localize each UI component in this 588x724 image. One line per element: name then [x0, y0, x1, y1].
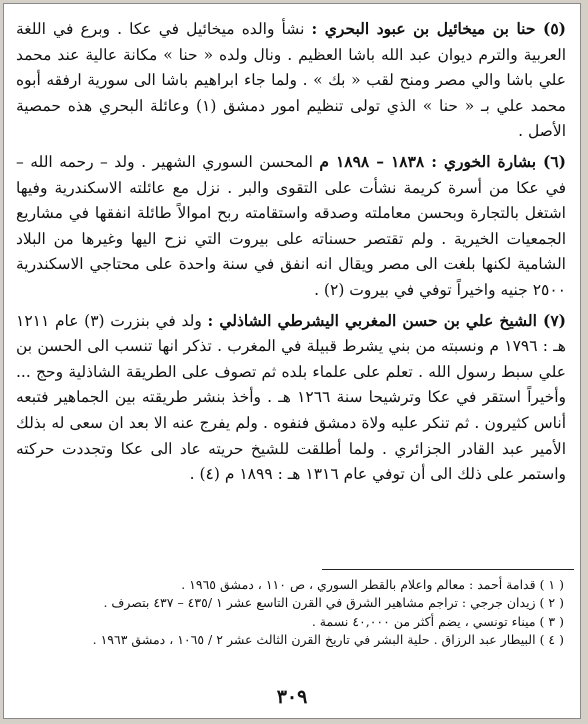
entry-body: نشأ والده ميخائيل في عكا . وبرع في اللغة العربية والترم ديوان عبد الله باشا العظيم . ونال ولده « حنا » مكانة عالية عند محمد علي باشا والي مصر ومنح لقب « بك » . ولما جاء ابراهيم باشا الى سورية ارفقه أبوه محمد علي بـ « حنا » الذي تولى تنظيم امور دمشق (١) وعائلة البحري هذه حمصية الأصل .: [16, 20, 566, 141]
footnote: ( ٣ ) ميناء تونسي ، يضم أكثر من ٤٠,٠٠٠ نسمة .: [311, 613, 564, 629]
main-text: [16, 16, 566, 492]
entry-heading: (٧) الشيخ علي بن حسن المغربي اليشرطي الشاذلي :: [207, 310, 566, 330]
document-page: [3, 3, 581, 719]
biography-entry: [16, 149, 566, 304]
entry-body: ولد في بنزرت (٣) عام ١٢١١ هـ : ١٧٩٦ م ونسبته من بني يشرط قبيلة في المغرب . تذكر انها تنسب الى الحسن بن علي سبط رسول الله . تعلم على علماء بلده ثم تصوف على الطريقة الشاذلية وحج ... وأخيراً استقر في عكا وترشيحا سنة ١٢٦٦ هـ . وأخذ بنشر طريقته بين الجماهير فتبعه أناس كثيرون . ثم تنكر عليه ولاة دمشق فنفوه . ولم يفرج عنه الا بعد ان سعى له بذلك الأمير عبد القادر الجزائري . ولما أطلقت للشيخ حريته عاد الى عكا وتجددت حركته واستمر على ذلك الى أن توفي عام ١٣١٦ هـ : ١٨٩٩ م (٤) .: [16, 311, 567, 484]
entry-heading: (٦) بشارة الخوري : ١٨٣٨ – ١٨٩٨ م: [319, 151, 566, 171]
footnote: ( ٤ ) البيطار عبد الرزاق . حلية البشر في تاريخ القرن الثالث عشر ٢ / ١٠٦٥ ، دمشق ١٩٦٣ .: [92, 632, 564, 648]
footnote: ( ١ ) قدامة أحمد : معالم واعلام بالقطر السوري ، ص ١١٠ ، دمشق ١٩٦٥ .: [181, 577, 564, 592]
footnotes: [20, 576, 564, 650]
entry-heading: (٥) حنا بن ميخائيل بن عبود البحري :: [311, 19, 566, 38]
footnote-divider: [322, 569, 574, 570]
biography-entry: [16, 16, 566, 145]
page-number: ٣٠٩: [276, 686, 308, 708]
footnote: ( ٢ ) زيدان جرجي : تراجم مشاهير الشرق في القرن التاسع عشر ١ /٤٣٥ – ٤٣٧ بتصرف .: [103, 595, 564, 611]
entry-body: المحسن السوري الشهير . ولد – رحمه الله – في عكا من أسرة كريمة نشأت على التقوى والبر . نزل مع عائلته الاسكندرية وفيها اشتغل بالتجارة وبحسن معاملته وصدقه واستقامته ربح اموالاً طائلة انفقها في مشاريع الجمعيات الخيرية . ولم تقتصر حسناته على بيروت التي نزح اليها وغيرها من البلاد الشامية لكنها بلغت الى مصر ويقال انه انفق في سنة واحدة على محتاجي الاسكندرية ٢٥٠٠ جنيه واخيراً توفي في بيروت (٢) .: [16, 152, 566, 299]
biography-entry: [16, 308, 566, 488]
